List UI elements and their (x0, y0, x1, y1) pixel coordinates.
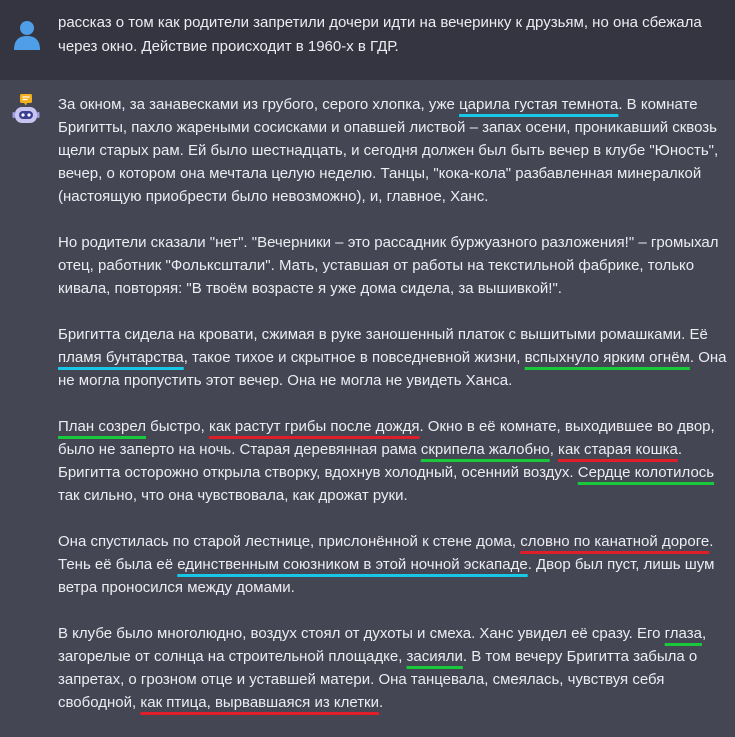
message-paragraph (58, 323, 728, 392)
text-segment: быстро, (146, 418, 209, 435)
text-segment: За окном, за занавесками из грубого, серого хлопка, уже (58, 96, 460, 113)
text-segment: так сильно, что она чувствовала, как дрожат руки. (58, 487, 408, 504)
user-avatar-icon (12, 19, 42, 51)
highlighted-phrase-green: скрипела жалобно (420, 441, 550, 458)
highlighted-phrase-green: засияли (406, 648, 463, 665)
assistant-message-text (58, 93, 728, 737)
highlighted-phrase-red: словно по канатной дороге (520, 533, 710, 550)
text-segment: . Окно в её комнате, выходившее во двор, было не заперто на ночь. Старая деревянная рама (58, 418, 715, 458)
highlighted-phrase-cyan: царила густая темнота (459, 96, 619, 113)
text-segment: . В комнате Бригитты, пахло жареными сосисками и опавшей листвой – запах осени, проникавший сквозь щели старых рам. Ей было шестнадцать, и сегодня должен был быть вечер в клубе "Юность", вечер, о котором она мечтала целую неделю. Танцы, "кока-кола" разбавленная минералкой (настоящую приобрести было невозможно), и, главное, Ханс. (58, 96, 719, 205)
message-paragraph (58, 622, 728, 714)
text-segment: Она спустилась по старой лестнице, прислонённой к стене дома, (58, 533, 521, 550)
text-segment: . Тень её была её (58, 533, 714, 573)
text-segment: Но родители сказали "нет". "Вечерники – это рассадник буржуазного разложения!" – громыхал отец, работник "Фольксштали". Мать, уставшая от работы на текстильной фабрике, только кивала, повторяя: "В твоём возрасте я уже дома сидела, за вышивкой!". (58, 234, 719, 297)
text-segment: В клубе было многолюдно, воздух стоял от духоты и смеха. Ханс увидел её сразу. Его (58, 625, 665, 642)
highlighted-phrase-green: вспыхнуло ярким огнём (524, 349, 690, 366)
robot-chat-icon (12, 93, 40, 129)
highlighted-phrase-cyan: пламя бунтарства (58, 349, 184, 366)
text-segment: , загорелые от солнца на строительной площадке, (58, 625, 707, 665)
text-segment: . Она не могла пропустить этот вечер. Она не могла не увидеть Ханса. (58, 349, 727, 389)
user-message-text: рассказ о том как родители запретили дочери идти на вечеринку к друзьям, но она сбежала через окно. Действие происходит в 1960-х в ГДР. (58, 14, 702, 55)
highlighted-phrase-green: глаза (664, 625, 702, 642)
assistant-message-row (0, 80, 735, 724)
highlighted-phrase-green: План созрел (58, 418, 146, 435)
text-segment: . (379, 694, 384, 711)
text-segment: . Бригитта осторожно открыла створку, вдохнув холодный, осенний воздух. (58, 441, 683, 481)
user-message-row (0, 0, 735, 80)
highlighted-phrase-cyan: единственным союзником в этой ночной эскападе (177, 556, 528, 573)
message-paragraph (58, 93, 728, 208)
highlighted-phrase-red: как птица, вырвавшаяся из клетки (140, 694, 380, 711)
text-segment: . В том вечеру Бригитта забыла о запретах, о грозном отце и уставшей матери. Она танцевала, смеялась, чувствуя себя свободной, (58, 648, 698, 711)
text-segment: , (549, 441, 559, 458)
text-segment: . Двор был пуст, лишь шум ветра проносился между домами. (58, 556, 715, 596)
message-paragraph (58, 231, 728, 300)
text-segment: Бригитта сидела на кровати, сжимая в руке заношенный платок с вышитыми ромашками. Её (58, 326, 708, 343)
message-paragraph (58, 415, 728, 507)
text-segment: , такое тихое и скрытное в повседневной жизни, (183, 349, 525, 366)
message-paragraph (58, 530, 728, 599)
highlighted-phrase-red: как старая кошка (558, 441, 678, 458)
highlighted-phrase-red: как растут грибы после дождя (208, 418, 420, 435)
highlighted-phrase-green: Сердце колотилось (577, 464, 715, 481)
